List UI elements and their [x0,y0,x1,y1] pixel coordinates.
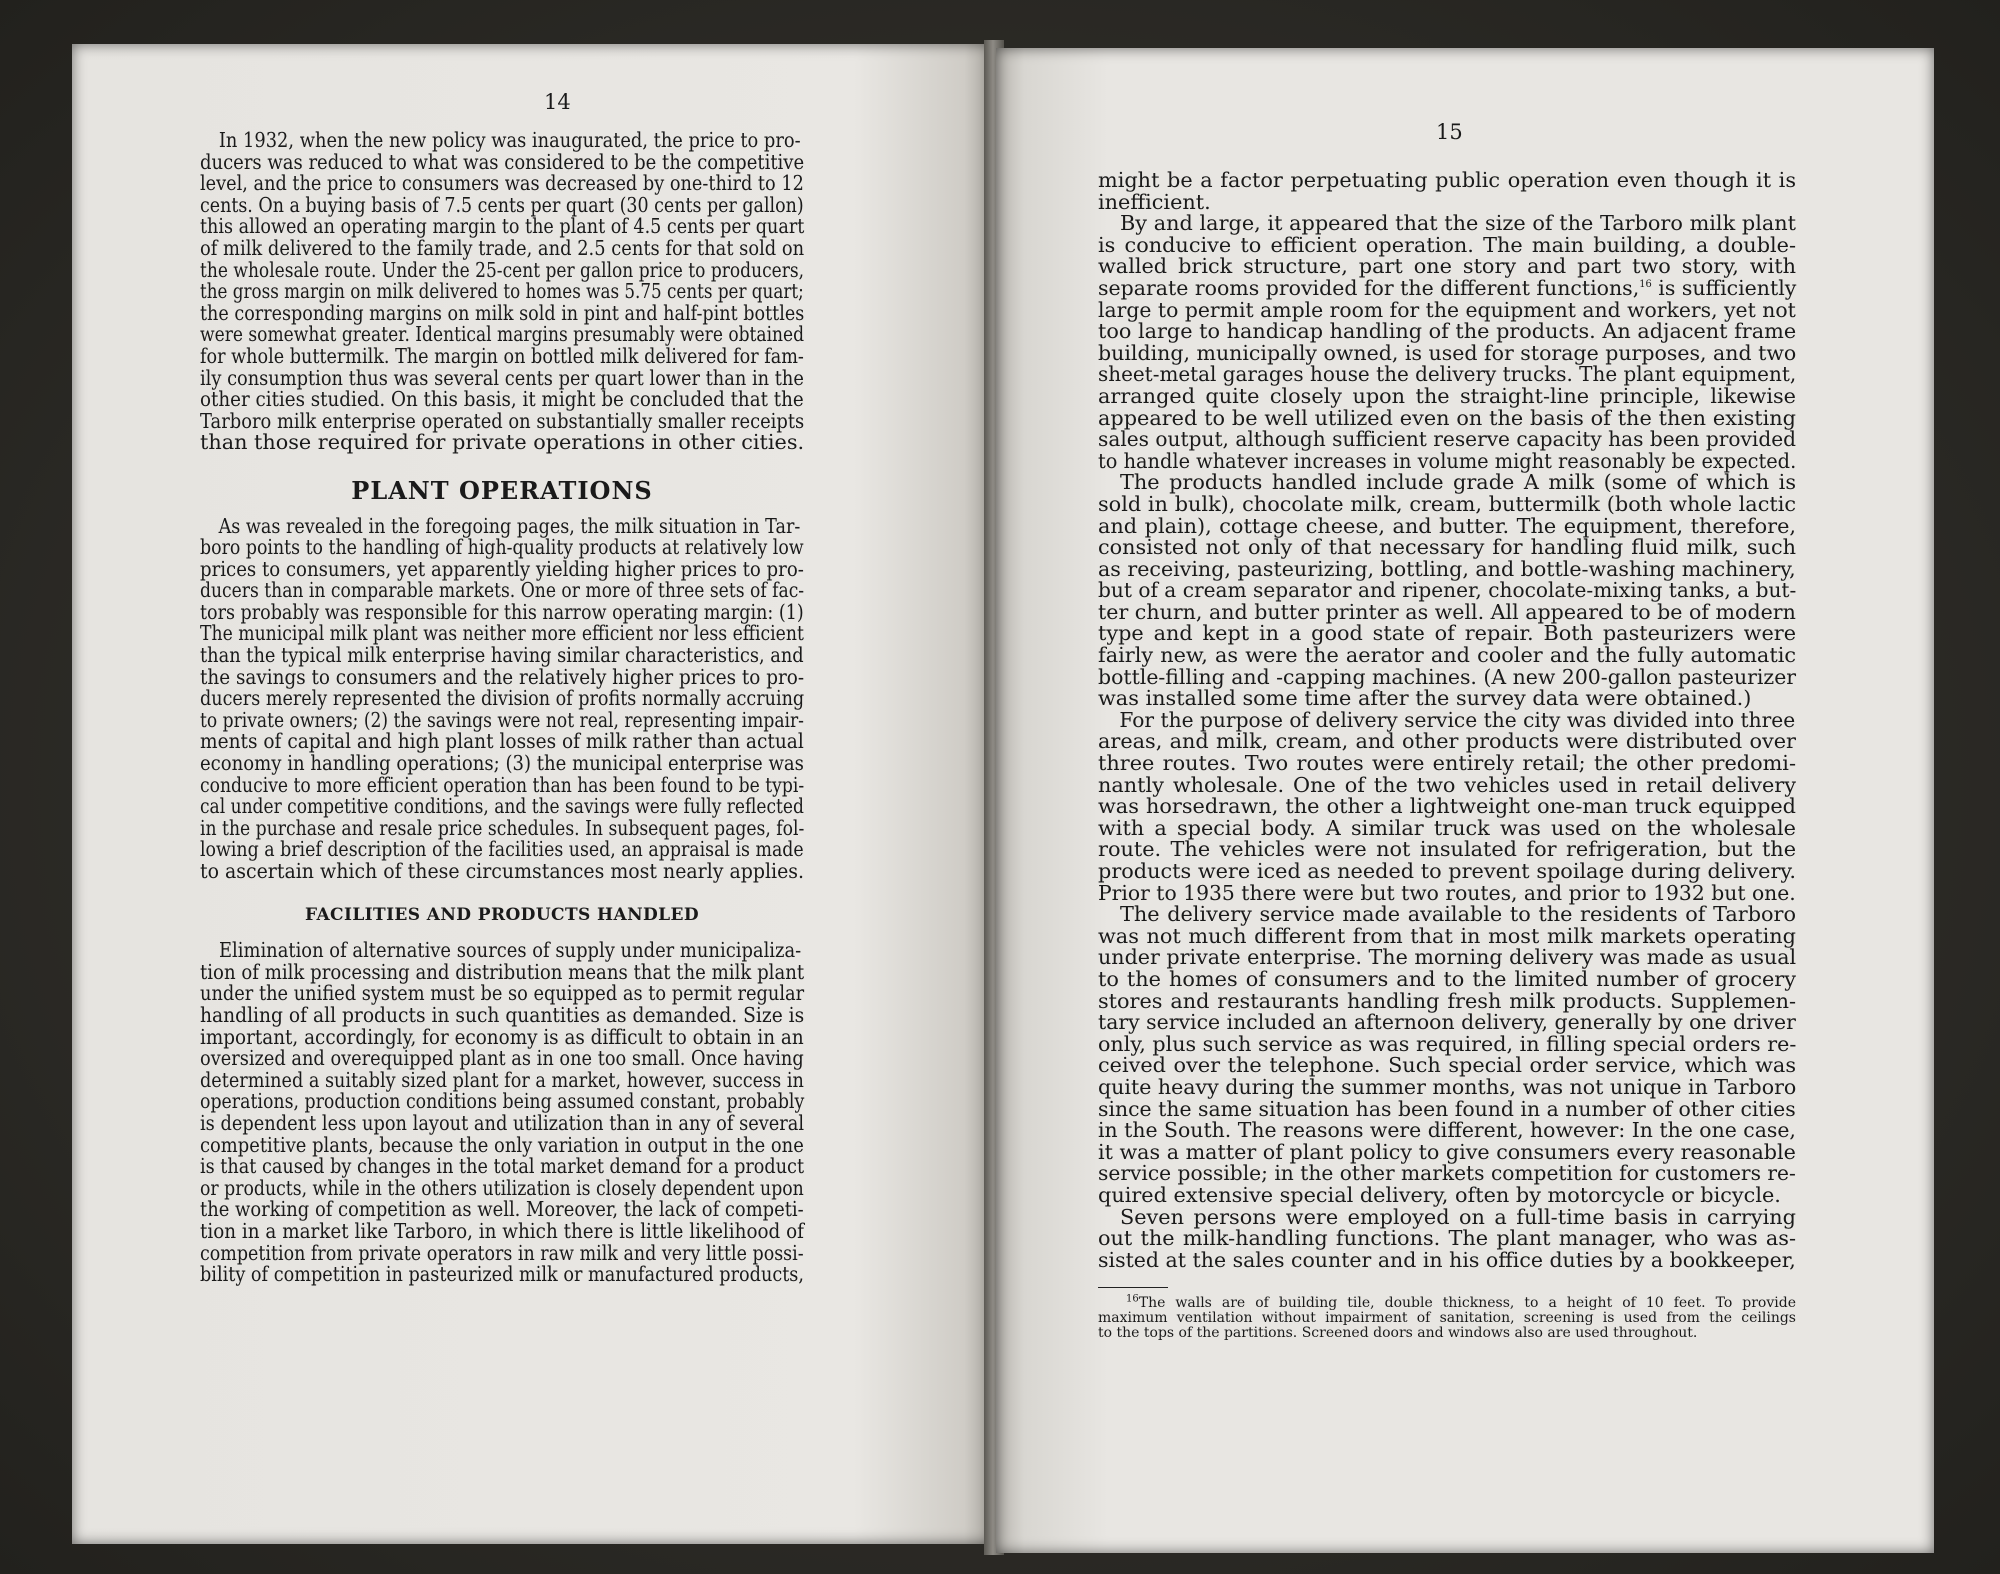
text-line: ter churn, and butter printer as well. All appeared to be of modern [1098,599,1796,624]
footnote-divider [1098,1287,1168,1288]
text-line: sisted at the sales counter and in his office duties by a bookkeeper, [1098,1247,1796,1272]
text-line: ceived over the telephone. Such special order service, which was [1098,1053,1796,1078]
text-line: stores and restaurants handling fresh milk products. Supplemen- [1098,988,1796,1013]
text-line: was not much different from that in most milk markets operating [1098,923,1796,948]
text-line: For the purpose of delivery service the city was divided into three [1119,707,1796,732]
paragraph [1098,213,1796,278]
text-line: only, plus such service as was required, in filling special orders re- [1098,1031,1797,1056]
text-line: to the tops of the partitions. Screened doors and windows also are used throughout. [1098,1325,1698,1342]
text-line: oversized and overequipped plant as in one too small. Once having [200,1046,804,1071]
paragraph [1098,707,1796,905]
text-line: maximum ventilation without impairment of sanitation, screening is used from the ceilings [1098,1310,1796,1327]
text-line: is conducive to efficient operation. The main building, a double- [1098,232,1796,257]
text-line: tion of milk processing and distribution means that the milk plant [200,959,805,984]
text-line: walled brick structure, part one story and part two story, with [1098,254,1796,279]
text-line: with a special body. A similar truck was used on the wholesale [1098,815,1796,840]
text-line: ducers than in comparable markets. One or more of three sets of fac- [200,578,805,603]
text-line: handling of all products in such quantities as demanded. Size is [200,1002,805,1027]
text-line: conducive to more efficient operation than has been found to be typi- [200,772,805,797]
paragraph [200,130,804,454]
text-line: separate rooms provided for the different functions,$^{16}$ is sufficiently [1098,275,1797,300]
text-line: is dependent less upon layout and utilization than in any of several [200,1110,805,1135]
text-line: since the same situation has been found in a number of other cities [1098,1096,1796,1121]
text-line: ducers was reduced to what was considered to be the competitive [200,149,805,174]
text-line: economy in handling operations; (3) the municipal enterprise was [200,751,804,776]
text-line: Prior to 1935 there were but two routes, and prior to 1932 but one. [1098,880,1796,905]
text-line: route. The vehicles were not insulated for refrigeration, but the [1098,837,1796,862]
text-line: the corresponding margins on milk sold in pint and half-pint bottles [200,300,805,325]
text-line: arranged quite closely upon the straight-line principle, likewise [1098,383,1796,408]
text-line: ily consumption thus was several cents per quart lower than in the [200,365,804,390]
text-line: tors probably was responsible for this narrow operating margin: (1) [200,599,804,624]
footnote [1098,1293,1796,1342]
text-line: ments of capital and high plant losses of milk rather than actual [200,729,804,754]
text-line: tion in a market like Tarboro, in which there is little likelihood of [200,1218,804,1243]
text-line: determined a suitably sized plant for a market, however, success in [200,1067,804,1092]
text-line: quite heavy during the summer months, was not unique in Tarboro [1098,1074,1797,1099]
text-line: competition from private operators in raw milk and very little possi- [200,1240,804,1265]
text-line: boro points to the handling of high-quality products at relatively low [200,535,804,560]
text-line: level, and the price to consumers was decreased by one-third to 12 [200,171,804,196]
text-line: areas, and milk, cream, and other products were distributed over [1098,729,1796,754]
text-line: large to permit ample room for the equipment and workers, yet not [1098,297,1796,322]
paragraph [1098,472,1796,710]
text-line: too large to handicap handling of the products. An adjacent frame [1098,319,1797,344]
left-page [72,44,992,1544]
text-line: lowing a brief description of the facilities used, an appraisal is made [200,837,804,862]
text-line: is that caused by changes in the total market demand for a product [200,1154,805,1179]
footnote-body [1098,1311,1796,1341]
paragraph [200,513,805,883]
page-number: 15 [1436,120,1463,144]
text-line: As was revealed in the foregoing pages, the milk situation in Tar- [218,513,801,538]
text-line: in the South. The reasons were different, however: In the one case, [1098,1118,1796,1143]
text-line: nantly wholesale. One of the two vehicles used in retail delivery [1098,772,1796,797]
right-text-column [1098,170,1796,1341]
text-line: Elimination of alternative sources of supply under municipaliza- [218,938,802,963]
text-line: ducers merely represented the division of profits normally accruing [200,686,805,711]
text-line: inefficient. [1098,189,1211,214]
section-heading: PLANT OPERATIONS [351,475,653,505]
footnote-line: $^{16}$The walls are of building tile, double thickness, to a height of 10 feet. To provide [1126,1293,1796,1312]
text-line: the wholesale route. Under the 25-cent per gallon price to producers, [200,257,805,282]
text-line: The delivery service made available to the residents of Tarboro [1120,902,1796,927]
text-line: sheet-metal garages house the delivery trucks. The plant equipment, [1098,362,1797,387]
paragraph [200,940,804,1286]
paragraph [1098,1204,1796,1272]
text-line: By and large, it appeared that the size of the Tarboro milk plant [1120,211,1796,236]
text-line: might be a factor perpetuating public operation even though it is [1098,168,1796,192]
text-line: than those required for private operations in other cities. [200,430,805,455]
text-line: Seven persons were employed on a full-time basis in carrying [1120,1204,1796,1229]
text-line: than the typical milk enterprise having similar characteristics, and [200,643,804,668]
text-line: under private enterprise. The morning delivery was made as usual [1098,945,1797,970]
text-line: to handle whatever increases in volume might reasonably be expected. [1098,448,1797,473]
text-line: three routes. Two routes were entirely retail; the other predomi- [1098,751,1796,776]
text-line: to private owners; (2) the savings were not real, representing impair- [200,707,804,732]
text-line: and plain), cottage cheese, and butter. The equipment, therefore, [1098,513,1796,538]
text-line: prices to consumers, yet apparently yielding higher prices to pro- [200,556,804,581]
text-line: type and kept in a good state of repair. Both pasteurizers were [1098,621,1796,646]
left-text-column [200,130,804,1286]
text-line: bottle-filling and -capping machines. (A new 200-gallon pasteurizer [1098,664,1797,689]
text-line: fairly new, as were the aerator and cooler and the fully automatic [1098,643,1796,668]
footnote-number: 16 [1126,1293,1139,1305]
subsection-heading: FACILITIES AND PRODUCTS HANDLED [304,904,700,925]
text-line: products were iced as needed to prevent spoilage during delivery. [1098,859,1796,883]
text-line: The products handled include grade A milk (some of which is [1120,470,1796,495]
text-line: for whole buttermilk. The margin on bottled milk delivered for fam- [200,343,804,368]
text-line: important, accordingly, for economy is as difficult to obtain in an [200,1024,804,1049]
text-line: it was a matter of plant policy to give consumers every reasonable [1098,1139,1796,1164]
text-line: in the purchase and resale price schedules. In subsequent pages, fol- [200,815,805,840]
text-line: appeared to be well utilized even on the basis of the then existing [1098,405,1796,430]
text-line: service possible; in the other markets competition for customers re- [1098,1161,1796,1186]
text-line: tary service included an afternoon delivery, generally by one driver [1098,1010,1796,1035]
text-line: was installed some time after the survey data were obtained.) [1098,686,1752,711]
text-line: the working of competition as well. Moreover, the lack of competi- [200,1197,804,1222]
text-line: to ascertain which of these circumstances most nearly applies. [200,859,805,883]
text-line: quired extensive special delivery, often by motorcycle or bicycle. [1098,1182,1781,1207]
text-line: Tarboro milk enterprise operated on substantially smaller receipts [200,408,805,433]
text-line: but of a cream separator and ripener, chocolate-mixing tanks, a but- [1098,578,1797,603]
text-line: In 1932, when the new policy was inaugurated, the price to pro- [218,128,801,152]
text-line: this allowed an operating margin to the plant of 4.5 cents per quart [200,214,805,239]
footnote-reference: 16 [1639,279,1652,291]
text-line: competitive plants, because the only variation in output in the one [200,1132,804,1157]
text-line: The municipal milk plant was neither more efficient nor less efficient [200,621,804,646]
text-line: building, municipally owned, is used for storage purposes, and two [1098,340,1797,365]
text-line: sales output, although sufficient reserve capacity has been provided [1098,427,1797,452]
paragraph [1098,904,1796,1206]
text-line: the gross margin on milk delivered to homes was 5.75 cents per quart; [200,279,804,304]
text-line: to the homes of consumers and to the limited number of grocery [1098,966,1796,991]
text-line: was horsedrawn, the other a lightweight one-man truck equipped [1098,794,1796,819]
text-line: cal under competitive conditions, and the savings were fully reflected [200,794,804,819]
text-line: consisted not only of that necessary for handling fluid milk, such [1098,535,1796,560]
text-line: sold in bulk), chocolate milk, cream, buttermilk (both whole lactic [1098,491,1796,516]
paragraph [1098,297,1797,473]
text-line: bility of competition in pasteurized milk or manufactured products, [200,1262,804,1287]
right-page [996,48,1934,1553]
text-line: were somewhat greater. Identical margins presumably were obtained [200,322,805,347]
text-line: cents. On a buying basis of 7.5 cents per quart (30 cents per gallon) [200,192,804,217]
text-line: or products, while in the others utilization is closely dependent upon [200,1175,804,1200]
text-line: the savings to consumers and the relatively higher prices to pro- [200,664,805,689]
text-line: operations, production conditions being assumed constant, probably [200,1089,805,1114]
text-line: as receiving, pasteurizing, bottling, and bottle-washing machinery, [1098,556,1796,581]
text-line: under the unified system must be so equipped as to permit regular [200,981,805,1006]
text-line: out the milk-handling functions. The plant manager, who was as- [1098,1226,1796,1251]
paragraph [1098,170,1796,213]
page-number: 14 [544,90,571,114]
text-line: other cities studied. On this basis, it might be concluded that the [200,387,804,412]
text-line: of milk delivered to the family trade, and 2.5 cents for that sold on [200,235,805,260]
